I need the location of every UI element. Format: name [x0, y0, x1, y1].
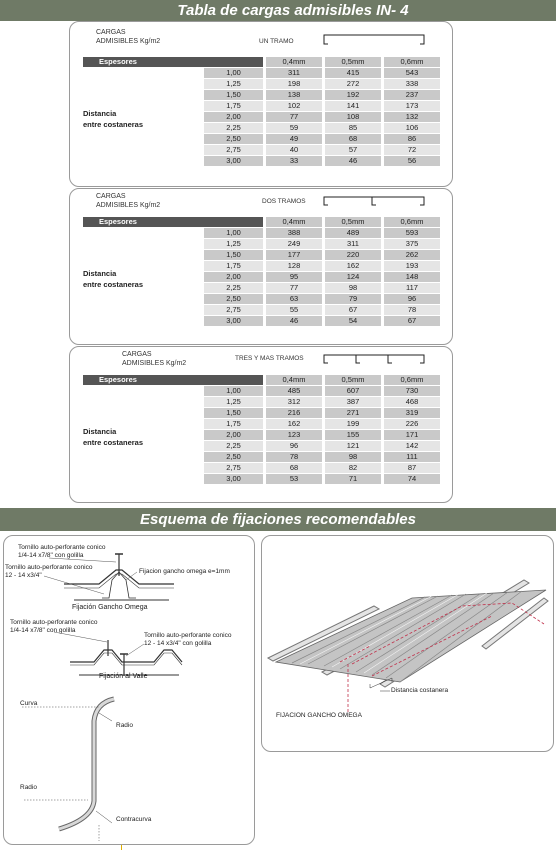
distance-cell: 1,50 — [204, 90, 263, 100]
distance-cell: 2,00 — [204, 430, 263, 440]
table-row — [83, 68, 440, 79]
fixings-title: Esquema de fijaciones recomendables — [140, 511, 416, 528]
value-cell: 102 — [266, 101, 322, 111]
table-row — [83, 408, 440, 419]
cargas-line1: CARGAS — [96, 193, 126, 200]
value-cell: 124 — [325, 272, 381, 282]
curva-label: Curva — [20, 700, 38, 707]
value-cell: 46 — [266, 316, 322, 326]
distance-label-line2: entre costaneras — [83, 280, 144, 289]
omega-screw12-line2: 12 - 14 x3/4" — [5, 572, 42, 579]
value-cell: 121 — [325, 441, 381, 451]
value-cell: 237 — [384, 90, 440, 100]
value-cell: 155 — [325, 430, 381, 440]
value-cell: 192 — [325, 90, 381, 100]
value-cell: 311 — [266, 68, 322, 78]
distance-cell: 1,25 — [204, 79, 263, 89]
table-row — [83, 463, 440, 474]
value-cell: 49 — [266, 134, 322, 144]
espesores-header: Espesores — [83, 375, 263, 385]
tramo-label: DOS TRAMOS — [262, 198, 306, 205]
table-row — [83, 316, 440, 327]
omega-screw12-line1: Tornillo auto-perforante conico — [5, 564, 93, 571]
table-row — [83, 294, 440, 305]
valle-caption: Fijación al Valle — [99, 673, 148, 680]
value-cell: 543 — [384, 68, 440, 78]
distance-cell: 1,00 — [204, 228, 263, 238]
distance-cell: 2,50 — [204, 452, 263, 462]
value-cell: 98 — [325, 452, 381, 462]
value-cell: 108 — [325, 112, 381, 122]
distance-label-line1: Distancia — [83, 269, 117, 278]
distance-label — [83, 426, 143, 448]
value-cell: 128 — [266, 261, 322, 271]
value-cell: 271 — [325, 408, 381, 418]
col-header-05: 0,5mm — [325, 375, 381, 385]
valle-screw-right-line1: Tornillo auto-perforante conico — [144, 632, 232, 639]
span-diagram-icon — [70, 189, 454, 213]
value-cell: 489 — [325, 228, 381, 238]
value-cell: 40 — [266, 145, 322, 155]
distance-label-line1: Distancia — [83, 427, 117, 436]
distance-cell: 2,00 — [204, 272, 263, 282]
table-row — [83, 397, 440, 408]
cargas-line1: CARGAS — [122, 351, 152, 358]
valle-screw-left-label — [10, 619, 97, 635]
distance-cell: 1,00 — [204, 386, 263, 396]
table-header-row — [83, 57, 440, 68]
col-header-04: 0,4mm — [266, 375, 322, 385]
value-cell: 46 — [325, 156, 381, 166]
value-cell: 33 — [266, 156, 322, 166]
value-cell: 87 — [384, 463, 440, 473]
value-cell: 78 — [384, 305, 440, 315]
value-cell: 106 — [384, 123, 440, 133]
col-header-06: 0,6mm — [384, 375, 440, 385]
value-cell: 63 — [266, 294, 322, 304]
value-cell: 198 — [266, 79, 322, 89]
espesores-header: Espesores — [83, 57, 263, 67]
value-cell: 730 — [384, 386, 440, 396]
col-header-05: 0,5mm — [325, 57, 381, 67]
distancia-costanera-label: Distancia costanera — [391, 687, 449, 694]
value-cell: 607 — [325, 386, 381, 396]
value-cell: 468 — [384, 397, 440, 407]
contracurva-label: Contracurva — [116, 816, 152, 823]
value-cell: 142 — [384, 441, 440, 451]
value-cell: 54 — [325, 316, 381, 326]
table-row — [83, 250, 440, 261]
footer-marker — [121, 845, 122, 850]
omega-hook-label: Fijacion gancho omega e=1mm — [139, 568, 230, 575]
span-diagram-icon — [70, 347, 454, 371]
value-cell: 141 — [325, 101, 381, 111]
distance-cell: 1,50 — [204, 408, 263, 418]
value-cell: 111 — [384, 452, 440, 462]
value-cell: 79 — [325, 294, 381, 304]
main-title-banner — [0, 0, 556, 21]
distance-label — [83, 268, 143, 290]
distance-label-line2: entre costaneras — [83, 120, 144, 129]
value-cell: 148 — [384, 272, 440, 282]
distance-cell: 2,00 — [204, 112, 263, 122]
value-cell: 226 — [384, 419, 440, 429]
distance-cell: 2,25 — [204, 123, 263, 133]
value-cell: 117 — [384, 283, 440, 293]
value-cell: 162 — [325, 261, 381, 271]
table-row — [83, 239, 440, 250]
value-cell: 95 — [266, 272, 322, 282]
table-row — [83, 134, 440, 145]
value-cell: 72 — [384, 145, 440, 155]
value-cell: 67 — [384, 316, 440, 326]
distance-cell: 2,25 — [204, 283, 263, 293]
table-header-row — [83, 217, 440, 228]
distance-cell: 3,00 — [204, 156, 263, 166]
distance-cell: 3,00 — [204, 474, 263, 484]
value-cell: 312 — [266, 397, 322, 407]
col-header-05: 0,5mm — [325, 217, 381, 227]
tramo-label: TRES Y MAS TRAMOS — [235, 355, 304, 362]
cargas-line2: ADMISIBLES Kg/m2 — [96, 202, 161, 209]
table-header-row — [83, 375, 440, 386]
value-cell: 57 — [325, 145, 381, 155]
value-cell: 132 — [384, 112, 440, 122]
distance-cell: 2,75 — [204, 145, 263, 155]
value-cell: 319 — [384, 408, 440, 418]
distance-cell: 1,75 — [204, 101, 263, 111]
value-cell: 171 — [384, 430, 440, 440]
value-cell: 53 — [266, 474, 322, 484]
value-cell: 375 — [384, 239, 440, 249]
fixings-title-banner — [0, 508, 556, 531]
distance-cell: 1,00 — [204, 68, 263, 78]
value-cell: 67 — [325, 305, 381, 315]
distance-cell: 1,25 — [204, 397, 263, 407]
value-cell: 262 — [384, 250, 440, 260]
table-panel-un-tramo — [69, 21, 453, 187]
value-cell: 249 — [266, 239, 322, 249]
value-cell: 415 — [325, 68, 381, 78]
value-cell: 77 — [266, 283, 322, 293]
valle-screw-left-line1: Tornillo auto-perforante conico — [10, 619, 98, 626]
cargas-line2: ADMISIBLES Kg/m2 — [122, 360, 187, 367]
espesores-header: Espesores — [83, 217, 263, 227]
span-diagram-icon — [70, 22, 454, 52]
col-header-04: 0,4mm — [266, 57, 322, 67]
main-title: Tabla de cargas admisibles IN- 4 — [177, 2, 409, 19]
valle-screw-right-line2: 12 - 14 x3/4" con golilla — [144, 640, 212, 647]
table-panel-dos-tramos — [69, 188, 453, 345]
fijacion-gancho-label: FIJACION GANCHO OMEGA — [276, 712, 362, 719]
value-cell: 78 — [266, 452, 322, 462]
value-cell: 82 — [325, 463, 381, 473]
distance-cell: 2,25 — [204, 441, 263, 451]
value-cell: 216 — [266, 408, 322, 418]
radio-bottom-label: Radio — [20, 784, 37, 791]
col-header-06: 0,6mm — [384, 217, 440, 227]
distance-cell: 1,75 — [204, 261, 263, 271]
value-cell: 56 — [384, 156, 440, 166]
table-row — [83, 145, 440, 156]
table-row — [83, 474, 440, 485]
value-cell: 68 — [266, 463, 322, 473]
omega-screw-line1: Tornillo auto-perforante conico — [18, 544, 106, 551]
value-cell: 593 — [384, 228, 440, 238]
table-row — [83, 386, 440, 397]
value-cell: 388 — [266, 228, 322, 238]
valle-screw-left-line2: 1/4-14 x7/8" con golilla — [10, 627, 76, 634]
col-header-04: 0,4mm — [266, 217, 322, 227]
value-cell: 338 — [384, 79, 440, 89]
value-cell: 162 — [266, 419, 322, 429]
distance-cell: 1,50 — [204, 250, 263, 260]
distance-label-line1: Distancia — [83, 109, 117, 118]
value-cell: 199 — [325, 419, 381, 429]
distance-cell: 2,50 — [204, 294, 263, 304]
distance-cell: 2,75 — [204, 463, 263, 473]
value-cell: 96 — [266, 441, 322, 451]
omega-caption: Fijación Gancho Omega — [72, 604, 148, 611]
value-cell: 71 — [325, 474, 381, 484]
value-cell: 85 — [325, 123, 381, 133]
value-cell: 77 — [266, 112, 322, 122]
value-cell: 74 — [384, 474, 440, 484]
value-cell: 311 — [325, 239, 381, 249]
value-cell: 177 — [266, 250, 322, 260]
value-cell: 59 — [266, 123, 322, 133]
value-cell: 96 — [384, 294, 440, 304]
value-cell: 55 — [266, 305, 322, 315]
table-row — [83, 228, 440, 239]
omega-screw-line2: 1/4-14 x7/8" con golilla — [18, 552, 84, 559]
distance-cell: 2,75 — [204, 305, 263, 315]
col-header-06: 0,6mm — [384, 57, 440, 67]
distance-cell: 1,25 — [204, 239, 263, 249]
radio-top-label: Radio — [116, 722, 133, 729]
distance-label — [83, 108, 143, 130]
value-cell: 193 — [384, 261, 440, 271]
table-row — [83, 452, 440, 463]
table-row — [83, 90, 440, 101]
fixing-diagrams-box — [3, 535, 255, 845]
valle-screw-right-label — [144, 632, 231, 648]
table-row — [83, 305, 440, 316]
table-row — [83, 79, 440, 90]
value-cell: 86 — [384, 134, 440, 144]
value-cell: 485 — [266, 386, 322, 396]
value-cell: 220 — [325, 250, 381, 260]
value-cell: 173 — [384, 101, 440, 111]
value-cell: 387 — [325, 397, 381, 407]
table-panel-tres-tramos — [69, 346, 453, 503]
cargas-line2: ADMISIBLES Kg/m2 — [96, 38, 161, 45]
value-cell: 68 — [325, 134, 381, 144]
cargas-line1: CARGAS — [96, 29, 126, 36]
value-cell: 272 — [325, 79, 381, 89]
value-cell: 98 — [325, 283, 381, 293]
distance-cell: 1,75 — [204, 419, 263, 429]
value-cell: 123 — [266, 430, 322, 440]
tramo-label: UN TRAMO — [259, 38, 294, 45]
distance-cell: 3,00 — [204, 316, 263, 326]
table-row — [83, 156, 440, 167]
distance-cell: 2,50 — [204, 134, 263, 144]
roof-diagram-box — [261, 535, 554, 752]
distance-label-line2: entre costaneras — [83, 438, 144, 447]
value-cell: 138 — [266, 90, 322, 100]
